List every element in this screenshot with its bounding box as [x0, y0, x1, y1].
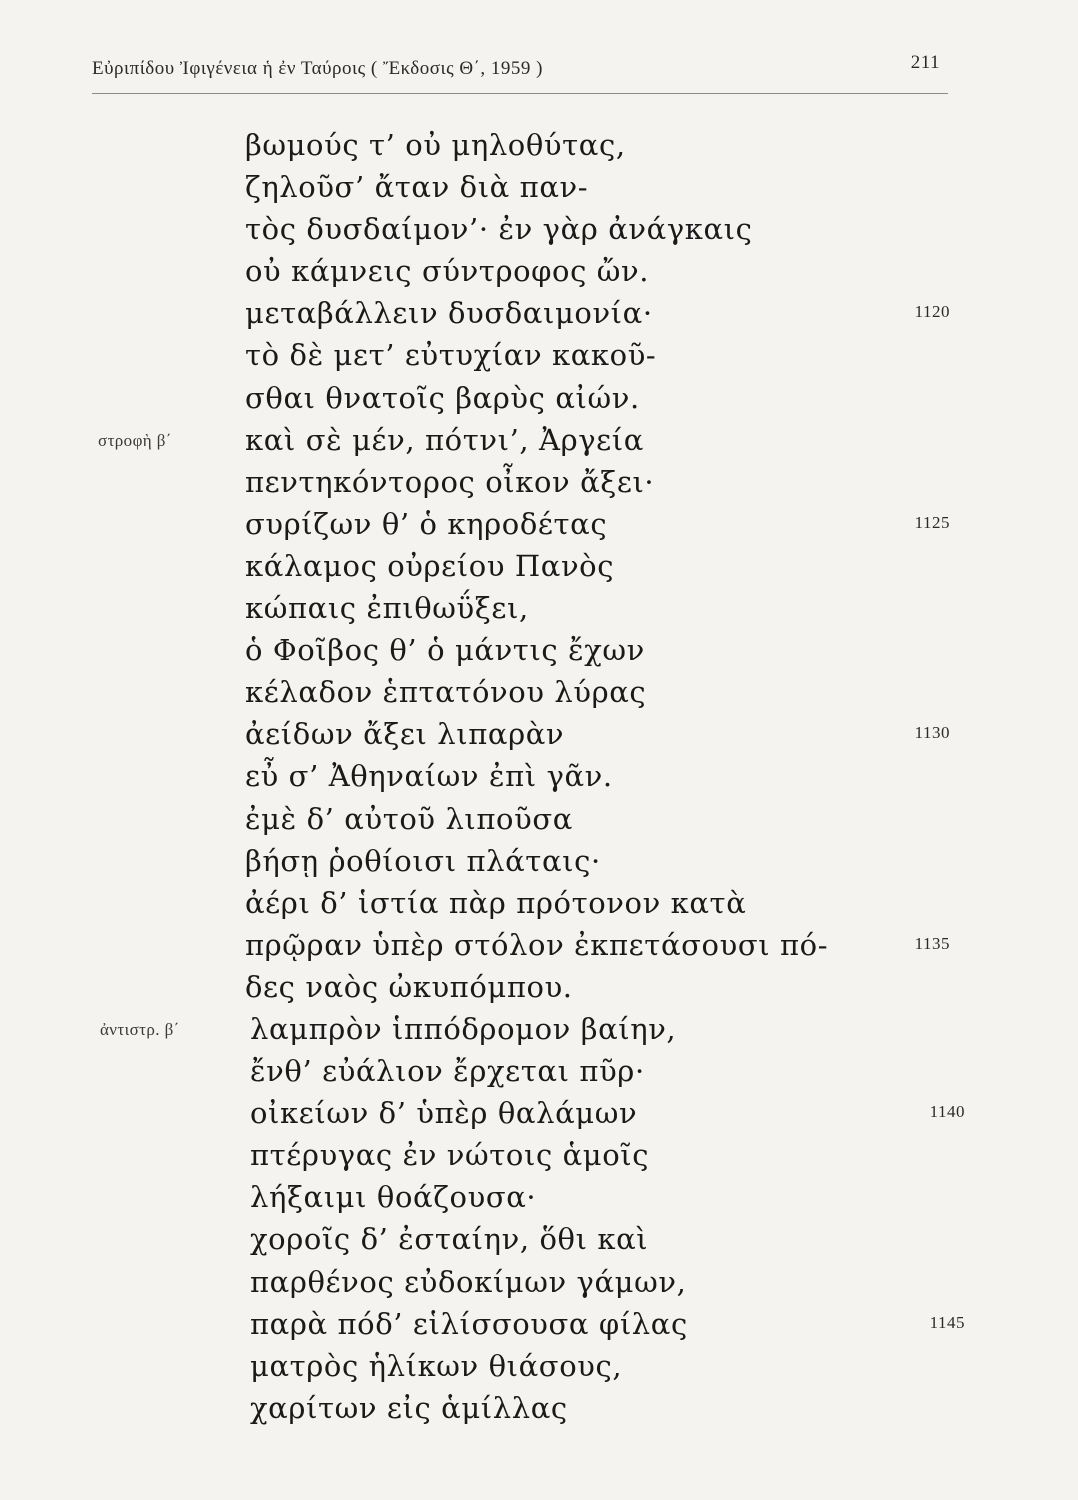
- verse-line: [0, 968, 1078, 1010]
- verse-text: οἰκείων δ’ ὑπὲρ θαλάμων: [250, 1096, 638, 1131]
- line-number: 1135: [914, 933, 950, 953]
- verse-line: [0, 1220, 1078, 1262]
- verse-line: [0, 1389, 1078, 1431]
- verse-text: παρθένος εὐδοκίμων γάμων,: [250, 1264, 687, 1299]
- verse-text: ὁ Φοῖβος θ’ ὁ μάντις ἔχων: [245, 633, 645, 668]
- verse-text: βωμούς τ’ οὐ μηλοθύτας,: [245, 128, 626, 162]
- verse-line: [0, 926, 1078, 968]
- verse-line: [0, 547, 1078, 589]
- verse-line: [0, 842, 1078, 884]
- verse-line: [0, 1010, 1078, 1052]
- verse-text: λαμπρὸν ἱππόδρομον βαίην,: [250, 1011, 677, 1046]
- verse-line: [0, 1052, 1078, 1094]
- verse-line: [0, 1136, 1078, 1178]
- verse-text: ἔνθ’ εὐάλιον ἔρχεται πῦρ·: [250, 1054, 645, 1089]
- verse-text: εὖ σ’ Ἀθηναίων ἐπὶ γᾶν.: [245, 759, 613, 794]
- verse-text: ἐμὲ δ’ αὐτοῦ λιποῦσα: [245, 801, 573, 836]
- line-number: 1145: [929, 1312, 965, 1332]
- verse-text: οὐ κάμνεις σύντροφος ὤν.: [245, 254, 650, 289]
- verse-text: κώπαις ἐπιθωΰξει,: [245, 591, 529, 626]
- verse-text: πεντηκόντορος οἶκον ἄξει·: [245, 464, 655, 499]
- verse-line: [0, 1347, 1078, 1389]
- verse-line: [0, 715, 1078, 757]
- verse-line: [0, 800, 1078, 842]
- verse-line: [0, 589, 1078, 631]
- page-number: 211: [910, 52, 940, 73]
- running-head: [92, 52, 948, 92]
- line-number: 1140: [929, 1102, 965, 1122]
- verse-line: [0, 252, 1078, 294]
- verse-text: βήσῃ ῥοθίοισι πλάταις·: [245, 843, 601, 878]
- verse-text: συρίζων θ’ ὁ κηροδέτας: [245, 506, 608, 541]
- verse-line: [0, 294, 1078, 336]
- verse-line: [0, 884, 1078, 926]
- verse-text: ἀείδων ἄξει λιπαρὰν: [245, 717, 565, 752]
- verse-line: [0, 168, 1078, 210]
- verse-line: [0, 1305, 1078, 1347]
- verse-text: χοροῖς δ’ ἐσταίην, ὅθι καὶ: [250, 1222, 649, 1257]
- verse-line: [0, 505, 1078, 547]
- verse-line: [0, 757, 1078, 799]
- section-label: στροφὴ β΄: [98, 430, 172, 450]
- verse-block: [0, 126, 1078, 1431]
- verse-line: [0, 421, 1078, 463]
- section-label: ἀντιστρ. β΄: [100, 1019, 180, 1039]
- verse-line: [0, 463, 1078, 505]
- verse-line: [0, 1178, 1078, 1220]
- verse-line: [0, 673, 1078, 715]
- verse-text: παρὰ πόδ’ εἱλίσσουσα φίλας: [250, 1306, 688, 1341]
- verse-text: σθαι θνατοῖς βαρὺς αἰών.: [245, 380, 640, 415]
- verse-text: δες ναὸς ὠκυπόμπου.: [245, 969, 573, 1004]
- line-number: 1120: [914, 302, 950, 322]
- line-number: 1125: [914, 512, 950, 532]
- verse-line: [0, 126, 1078, 168]
- verse-text: ἀέρι δ’ ἱστία πὰρ πρότονον κατὰ: [245, 885, 747, 920]
- verse-text: πρῷραν ὑπὲρ στόλον ἐκπετάσουσι πό-: [245, 927, 829, 962]
- verse-text: κάλαμος οὐρείου Πανὸς: [245, 548, 615, 583]
- verse-text: τὸς δυσδαίμον’· ἐν γὰρ ἀνάγκαις: [245, 212, 753, 247]
- verse-text: χαρίτων εἰς ἁμίλλας: [250, 1390, 568, 1425]
- line-number: 1130: [914, 723, 950, 743]
- verse-text: ζηλοῦσ’ ἄταν διὰ παν-: [245, 170, 589, 205]
- verse-line: [0, 1094, 1078, 1136]
- verse-text: κέλαδον ἑπτατόνου λύρας: [245, 675, 647, 710]
- verse-line: [0, 379, 1078, 421]
- header-rule: [92, 93, 948, 94]
- verse-line: [0, 631, 1078, 673]
- running-head-title: Εὐριπίδου Ἰφιγένεια ἡ ἐν Ταύροις ( Ἔκδοσις Θ΄, 1959 ): [92, 58, 544, 79]
- verse-text: πτέρυγας ἐν νώτοις ἁμοῖς: [250, 1138, 650, 1173]
- verse-text: τὸ δὲ μετ’ εὐτυχίαν κακοῦ-: [245, 338, 657, 373]
- verse-text: μεταβάλλειν δυσδαιμονία·: [245, 296, 653, 331]
- verse-text: καὶ σὲ μέν, πότνι’, Ἀργεία: [245, 422, 644, 457]
- verse-line: [0, 210, 1078, 252]
- verse-text: λήξαιμι θοάζουσα·: [250, 1180, 537, 1215]
- verse-text: ματρὸς ἡλίκων θιάσους,: [250, 1348, 623, 1383]
- verse-line: [0, 1263, 1078, 1305]
- verse-line: [0, 336, 1078, 378]
